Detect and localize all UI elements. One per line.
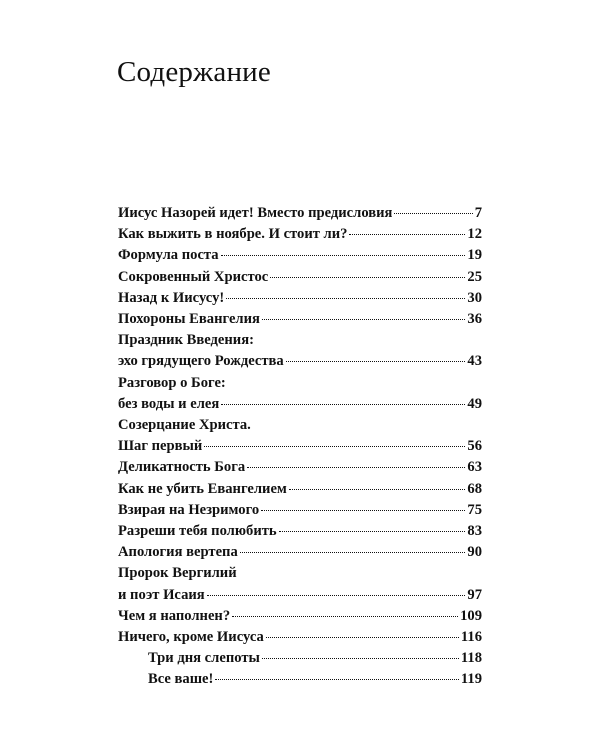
toc-entry-line xyxy=(118,606,482,627)
toc-page-number: 12 xyxy=(467,226,482,243)
dot-leader xyxy=(232,616,458,617)
toc-entry-title: Апология вертепа xyxy=(118,544,238,561)
toc-entry xyxy=(118,627,482,648)
toc-entry-line xyxy=(118,563,482,584)
dot-leader xyxy=(394,213,472,214)
toc-entry xyxy=(118,521,482,542)
toc-entry-line xyxy=(118,457,482,478)
toc-entry-title: Созерцание Христа. xyxy=(118,417,251,434)
toc-entry-title: Три дня слепоты xyxy=(148,650,260,667)
dot-leader xyxy=(270,277,465,278)
dot-leader xyxy=(289,489,466,490)
toc-entry-line xyxy=(118,330,482,351)
dot-leader xyxy=(207,595,466,596)
toc-entry-title: Похороны Евангелия xyxy=(118,311,260,328)
toc-entry-line xyxy=(118,267,482,288)
toc-entry-title: и поэт Исаия xyxy=(118,586,205,603)
dot-leader xyxy=(240,552,466,553)
toc-page-number: 90 xyxy=(467,544,482,561)
toc-page-number: 118 xyxy=(460,650,482,667)
dot-leader xyxy=(262,658,459,659)
dot-leader xyxy=(261,510,465,511)
toc-entry-line xyxy=(118,351,482,372)
toc-entry xyxy=(118,606,482,627)
dot-leader xyxy=(221,255,466,256)
toc-entry-line xyxy=(118,203,482,224)
toc-entry-line xyxy=(118,542,482,563)
toc-entry-title: Как не убить Евангелием xyxy=(118,480,287,497)
toc-entry-title: Шаг первый xyxy=(118,438,203,455)
toc-entry-title: Пророк Вергилий xyxy=(118,565,237,582)
toc-entry-title: Разреши тебя полюбить xyxy=(118,523,277,540)
dot-leader xyxy=(226,298,465,299)
toc-entry-line xyxy=(118,394,482,415)
toc-entry xyxy=(118,457,482,478)
toc-page-number: 19 xyxy=(467,247,482,264)
page-title: Содержание xyxy=(117,56,271,88)
toc-page-number: 97 xyxy=(467,586,482,603)
dot-leader xyxy=(349,234,465,235)
toc-entry xyxy=(118,648,482,669)
dot-leader xyxy=(215,679,459,680)
toc-page-number: 30 xyxy=(467,289,482,306)
toc-entry xyxy=(118,203,482,224)
toc-page-number: 7 xyxy=(474,205,482,221)
toc-entry-line xyxy=(118,479,482,500)
toc-entry-line xyxy=(118,669,482,690)
dot-leader xyxy=(279,531,466,532)
toc-entry-line xyxy=(118,309,482,330)
toc-entry xyxy=(118,267,482,288)
toc-entry-line xyxy=(118,627,482,648)
toc-entry-title: эхо грядущего Рождества xyxy=(118,353,284,370)
toc-entry xyxy=(118,415,482,457)
dot-leader xyxy=(204,446,465,447)
toc-entry-title: Все ваше! xyxy=(148,671,214,688)
toc-page-number: 109 xyxy=(460,607,482,624)
toc-entry xyxy=(118,669,482,690)
toc-entry-line xyxy=(118,648,482,669)
toc-entry xyxy=(118,224,482,245)
toc-entry-title: Праздник Введения: xyxy=(118,332,254,349)
toc-entry-line xyxy=(118,288,482,309)
toc-page-number: 75 xyxy=(467,501,482,518)
toc-page-number: 49 xyxy=(467,395,482,412)
toc-entry-title: без воды и елея xyxy=(118,395,220,412)
toc-page-number: 68 xyxy=(467,480,482,497)
table-of-contents xyxy=(118,203,482,691)
toc-entry xyxy=(118,309,482,330)
toc-entry xyxy=(118,330,482,372)
toc-entry-line xyxy=(118,373,482,394)
toc-entry xyxy=(118,563,482,605)
toc-entry-line xyxy=(118,585,482,606)
toc-entry xyxy=(118,500,482,521)
toc-entry-title: Формула поста xyxy=(118,247,219,264)
toc-entry-title: Иисус Назорей идет! Вместо предисловия xyxy=(118,205,393,221)
dot-leader xyxy=(221,404,465,405)
toc-page-number: 43 xyxy=(467,353,482,370)
toc-entry-title: Ничего, кроме Иисуса xyxy=(118,629,264,646)
toc-page-number: 56 xyxy=(467,438,482,455)
toc-entry-line xyxy=(118,224,482,245)
toc-entry-line xyxy=(118,436,482,457)
dot-leader xyxy=(262,319,465,320)
toc-page-number: 83 xyxy=(467,523,482,540)
toc-entry xyxy=(118,542,482,563)
toc-entry-line xyxy=(118,415,482,436)
toc-entry xyxy=(118,288,482,309)
toc-page-number: 25 xyxy=(467,268,482,285)
dot-leader xyxy=(266,637,459,638)
toc-entry xyxy=(118,479,482,500)
toc-entry-line xyxy=(118,521,482,542)
toc-page-number: 116 xyxy=(460,629,482,646)
toc-entry xyxy=(118,373,482,415)
toc-entry-title: Разговор о Боге: xyxy=(118,374,226,391)
toc-page-number: 36 xyxy=(467,311,482,328)
dot-leader xyxy=(247,467,465,468)
toc-entry xyxy=(118,245,482,266)
toc-entry-title: Чем я наполнен? xyxy=(118,607,231,624)
toc-page-number: 63 xyxy=(467,459,482,476)
toc-entry-title: Как выжить в ноябре. И стоит ли? xyxy=(118,226,348,243)
toc-entry-title: Деликатность Бога xyxy=(118,459,246,476)
toc-entry-title: Назад к Иисусу! xyxy=(118,289,225,306)
toc-entry-line xyxy=(118,500,482,521)
toc-page-number: 119 xyxy=(460,671,482,688)
toc-entry-title: Взирая на Незримого xyxy=(118,501,260,518)
toc-entry-line xyxy=(118,245,482,266)
dot-leader xyxy=(286,361,466,362)
toc-entry-title: Сокровенный Христос xyxy=(118,268,269,285)
